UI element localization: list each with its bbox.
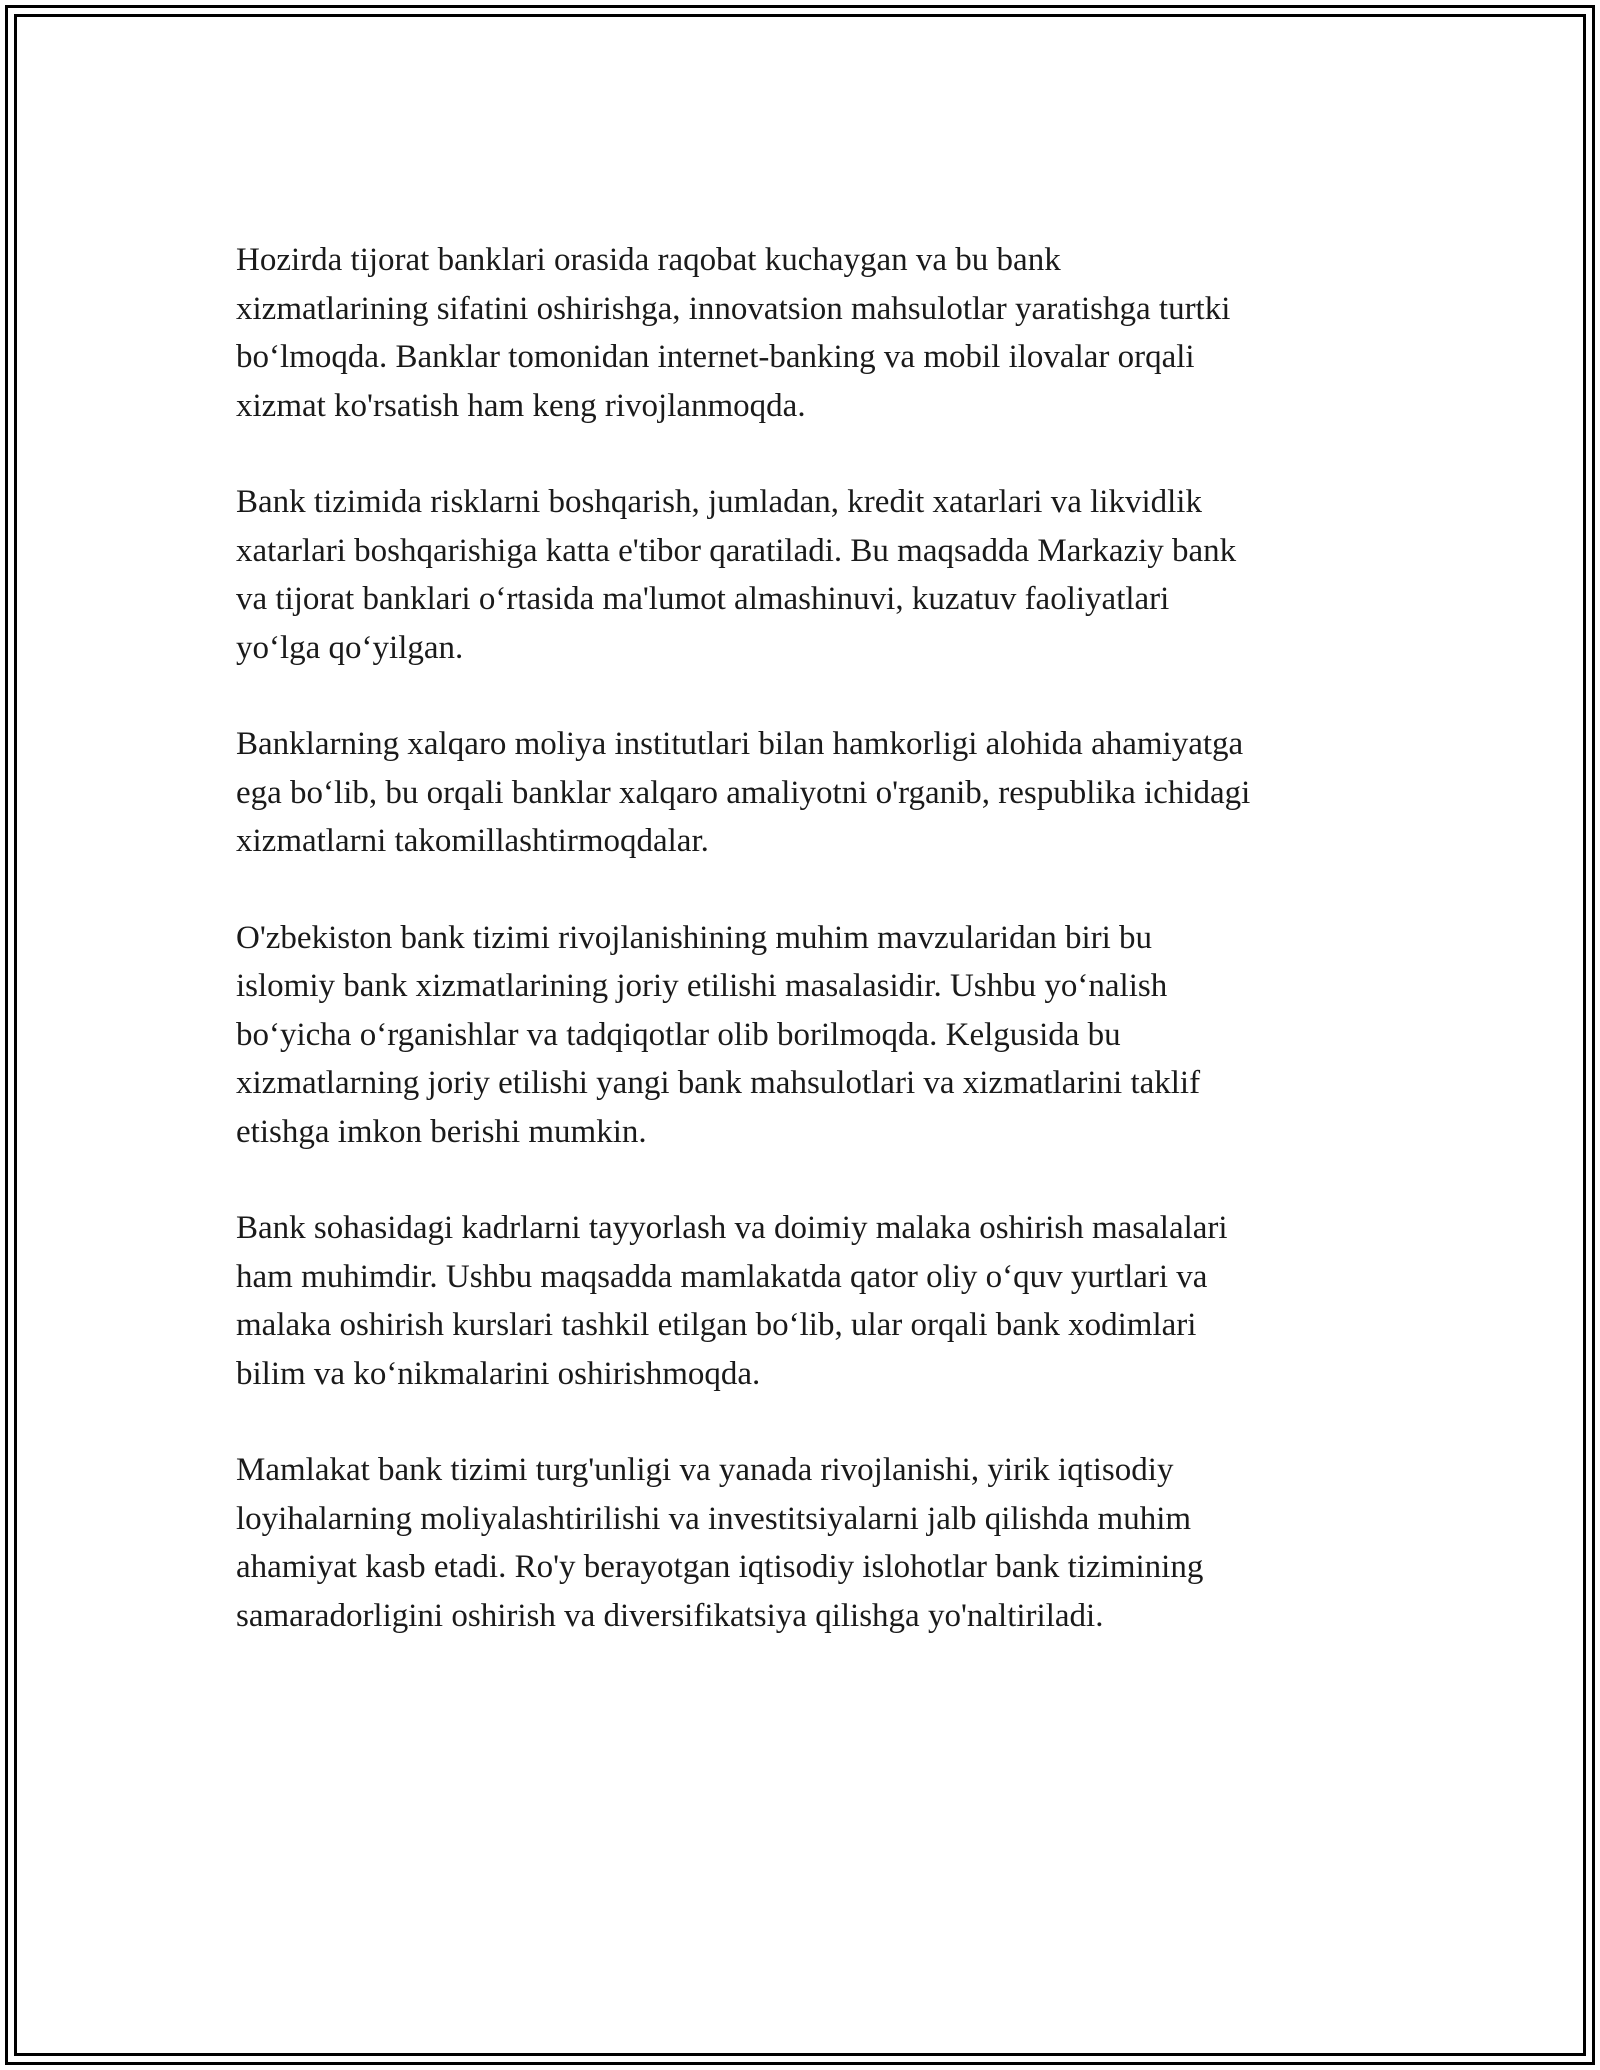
text-line: Banklarning xalqaro moliya institutlari bilan hamkorligi alohida ahamiyatga [236,726,1244,762]
text-line: malaka oshirish kurslari tashkil etilgan bo‘lib, ular orqali bank xodimlari [236,1307,1197,1343]
text-line: Mamlakat bank tizimi turg'unligi va yanada rivojlanishi, yirik iqtisodiy [236,1452,1174,1488]
text-line: xatarlari boshqarishiga katta e'tibor qaratiladi. Bu maqsadda Markaziy bank [236,532,1237,569]
text-line: O'zbekiston bank tizimi rivojlanishining muhim mavzularidan biri bu [236,919,1153,956]
text-line: xizmatlarining sifatini oshirishga, innovatsion mahsulotlar yaratishga turtki [236,290,1231,327]
text-line: samaradorligini oshirish va diversifikatsiya qilishga yo'naltiriladi. [236,1597,1104,1634]
text-line: bilim va ko‘nikmalarini oshirishmoqda. [236,1355,761,1392]
text-line: ega bo‘lib, bu orqali banklar xalqaro amaliyotni o'rganib, respublika ichidagi [236,774,1251,811]
text-line: etishga imkon berishi mumkin. [236,1113,647,1150]
text-line: xizmatlarning joriy etilishi yangi bank mahsulotlari va xizmatlarini taklif [236,1065,1201,1101]
text-line: bo‘lmoqda. Banklar tomonidan internet-banking va mobil ilovalar orqali [236,339,1195,375]
paragraph-4 [236,914,1386,1157]
text-line: bo‘yicha o‘rganishlar va tadqiqotlar olib borilmoqda. Kelgusida bu [236,1016,1121,1053]
text-line: Bank sohasidagi kadrlarni tayyorlash va doimiy malaka oshirish masalalari [236,1210,1228,1246]
paragraph-1 [236,236,1386,430]
document-body [236,236,1386,1688]
text-line: loyihalarning moliyalashtirilishi va investitsiyalarni jalb qilishda muhim [236,1500,1192,1537]
text-line: islomiy bank xizmatlarining joriy etilishi masalasidir. Ushbu yo‘nalish [236,968,1168,1004]
text-line: xizmat ko'rsatish ham keng rivojlanmoqda. [236,387,806,424]
text-line: ham muhimdir. Ushbu maqsadda mamlakatda qator oliy o‘quv yurtlari va [236,1258,1208,1295]
text-line: va tijorat banklari o‘rtasida ma'lumot almashinuvi, kuzatuv faoliyatlari [236,581,1170,617]
text-line: yo‘lga qo‘yilgan. [236,629,464,666]
paragraph-2 [236,478,1386,672]
paragraph-6 [236,1446,1386,1640]
text-line: Hozirda tijorat banklari orasida raqobat kuchaygan va bu bank [236,242,1061,278]
text-line: ahamiyat kasb etadi. Ro'y berayotgan iqtisodiy islohotlar bank tizimining [236,1549,1204,1585]
text-line: Bank tizimida risklarni boshqarish, jumladan, kredit xatarlari va likvidlik [236,484,1202,520]
paragraph-5 [236,1204,1386,1398]
paragraph-3 [236,720,1386,866]
text-line: xizmatlarni takomillashtirmoqdalar. [236,823,709,859]
